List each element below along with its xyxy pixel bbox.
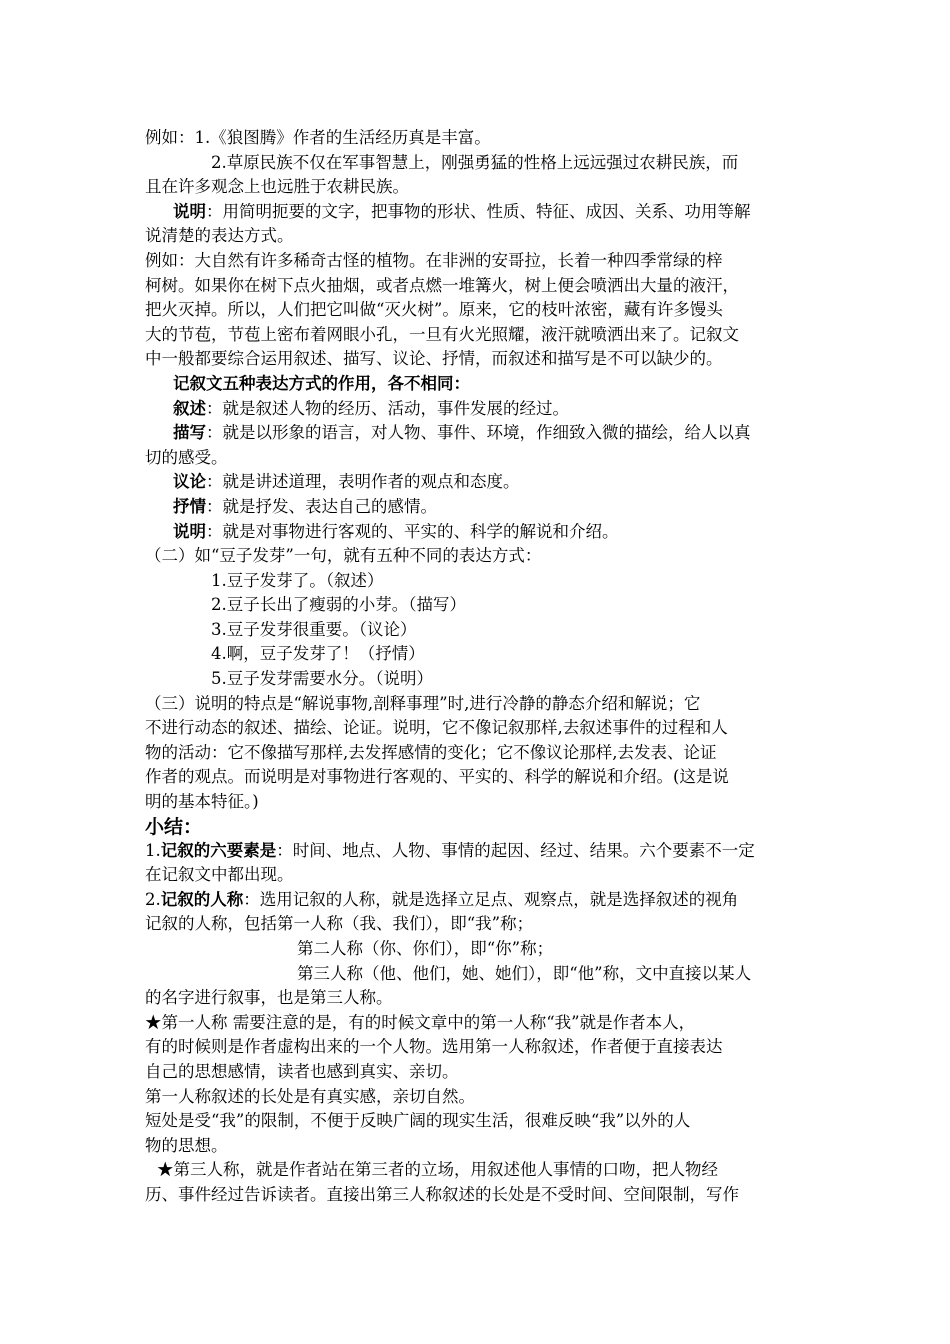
section-title: 记叙文五种表达方式的作用，各不相同： (173, 373, 470, 393)
text-line: 把火灭掉。所以，人们把它叫做“灭火树”。原来，它的枝叶浓密，藏有许多馒头 (145, 300, 723, 320)
text-line: （二）如“豆子发芽”一句，就有五种不同的表达方式： (145, 546, 542, 566)
text-line: 叙述：就是叙述人物的经历、活动，事件发展的经过。 (173, 398, 569, 418)
text-line: 柯树。如果你在树下点火抽烟，或者点燃一堆篝火，树上便会喷洒出大量的液汗， (145, 275, 739, 295)
text-line: 在记叙文中都出现。 (145, 865, 294, 885)
text-line: 1.记叙的六要素是：时间、地点、人物、事情的起因、经过、结果。六个要素不一定 (145, 840, 755, 860)
text-line: 的名字进行叙事，也是第三人称。 (145, 988, 393, 1008)
document-page (145, 126, 810, 1208)
text-line: 明的基本特征。) (145, 792, 259, 812)
text-line: 大的节苞，节苞上密布着网眼小孔，一旦有火光照耀，液汗就喷洒出来了。记叙文 (145, 324, 739, 344)
list-item: 3.豆子发芽很重要。（议论） (211, 619, 417, 639)
term-label: 说明 (173, 521, 206, 541)
list-item: 2.豆子长出了瘦弱的小芽。（描写） (211, 595, 466, 615)
text-line: 例如：1.《狼图腾》作者的生活经历真是丰富。 (145, 128, 491, 147)
term-label: 描写 (173, 423, 206, 443)
term-label: 叙述 (173, 398, 206, 418)
list-item: 5.豆子发芽需要水分。（说明） (211, 669, 433, 689)
text-line: 议论：就是讲述道理，表明作者的观点和态度。 (173, 472, 520, 492)
text-line: 抒情：就是抒发、表达自己的感情。 (173, 496, 437, 516)
term-label: 记叙的人称 (160, 889, 244, 909)
text-line: 记叙的人称，包括第一人称（我、我们），即“我”称； (145, 914, 534, 934)
text-line: 历、事件经过告诉读者。直接出第三人称叙述的长处是不受时间、空间限制，写作 (145, 1184, 739, 1204)
text-line: 第一人称叙述的长处是有真实感，亲切自然。 (145, 1086, 475, 1106)
term-label: 抒情 (173, 496, 206, 516)
list-item: 4.啊，豆子发芽了！（抒情） (211, 644, 425, 664)
text-line: 中一般都要综合运用叙述、描写、议论、抒情，而叙述和描写是不可以缺少的。 (145, 349, 723, 369)
text-line: 例如：大自然有许多稀奇古怪的植物。在非洲的安哥拉，长着一种四季常绿的梓 (145, 250, 723, 270)
text-line: 物的活动：它不像描写那样,去发挥感情的变化；它不像议论那样,去发表、论证 (145, 742, 717, 762)
text-line: 说明：就是对事物进行客观的、平实的、科学的解说和介绍。 (173, 521, 619, 541)
text-line: 2.记叙的人称：选用记叙的人称，就是选择立足点、观察点，就是选择叙述的视角 (145, 889, 739, 909)
term-label: 议论 (173, 472, 206, 492)
text-line: 描写：就是以形象的语言，对人物、事件、环境，作细致入微的描绘，给人以真 (173, 423, 751, 443)
text-line: 不进行动态的叙述、描绘、论证。说明，它不像记叙那样,去叙述事件的过程和人 (145, 718, 728, 738)
term-label: 记叙的六要素是 (160, 840, 277, 860)
text-line: 说清楚的表达方式。 (145, 226, 294, 246)
text-line: 有的时候则是作者虚构出来的一个人物。选用第一人称叙述，作者便于直接表达 (145, 1037, 723, 1057)
text-line: 短处是受“我”的限制，不便于反映广阔的现实生活，很难反映“我”以外的人 (145, 1111, 691, 1131)
text-line: 第二人称（你、你们），即“你”称； (297, 939, 554, 958)
text-line: 作者的观点。而说明是对事物进行客观的、平实的、科学的解说和介绍。(这是说 (145, 767, 729, 787)
text-line: 第三人称（他、他们，她、她们），即“他”称，文中直接以某人 (297, 963, 752, 983)
text-line: 说明：用简明扼要的文字，把事物的形状、性质、特征、成因、关系、功用等解 (173, 201, 751, 221)
text-line: 物的思想。 (145, 1135, 228, 1155)
text-line: 自己的思想感情，读者也感到真实、亲切。 (145, 1061, 459, 1081)
text-line: 且在许多观念上也远胜于农耕民族。 (145, 177, 409, 197)
summary-heading: 小结： (145, 815, 203, 838)
list-item: 1.豆子发芽了。（叙述） (211, 570, 384, 590)
text-line: 切的感受。 (145, 447, 228, 467)
text-line: ★第三人称，就是作者站在第三者的立场，用叙述他人事情的口吻，把人物经 (157, 1160, 718, 1180)
text-line: （三）说明的特点是“解说事物,剖释事理”时,进行冷静的静态介绍和解说；它 (145, 693, 701, 713)
text-line: ★第一人称 需要注意的是，有的时候文章中的第一人称“我”就是作者本人， (145, 1012, 696, 1032)
term-label: 说明 (173, 201, 206, 221)
text-line: 2.草原民族不仅在军事智慧上，刚强勇猛的性格上远远强过农耕民族，而 (211, 152, 739, 172)
